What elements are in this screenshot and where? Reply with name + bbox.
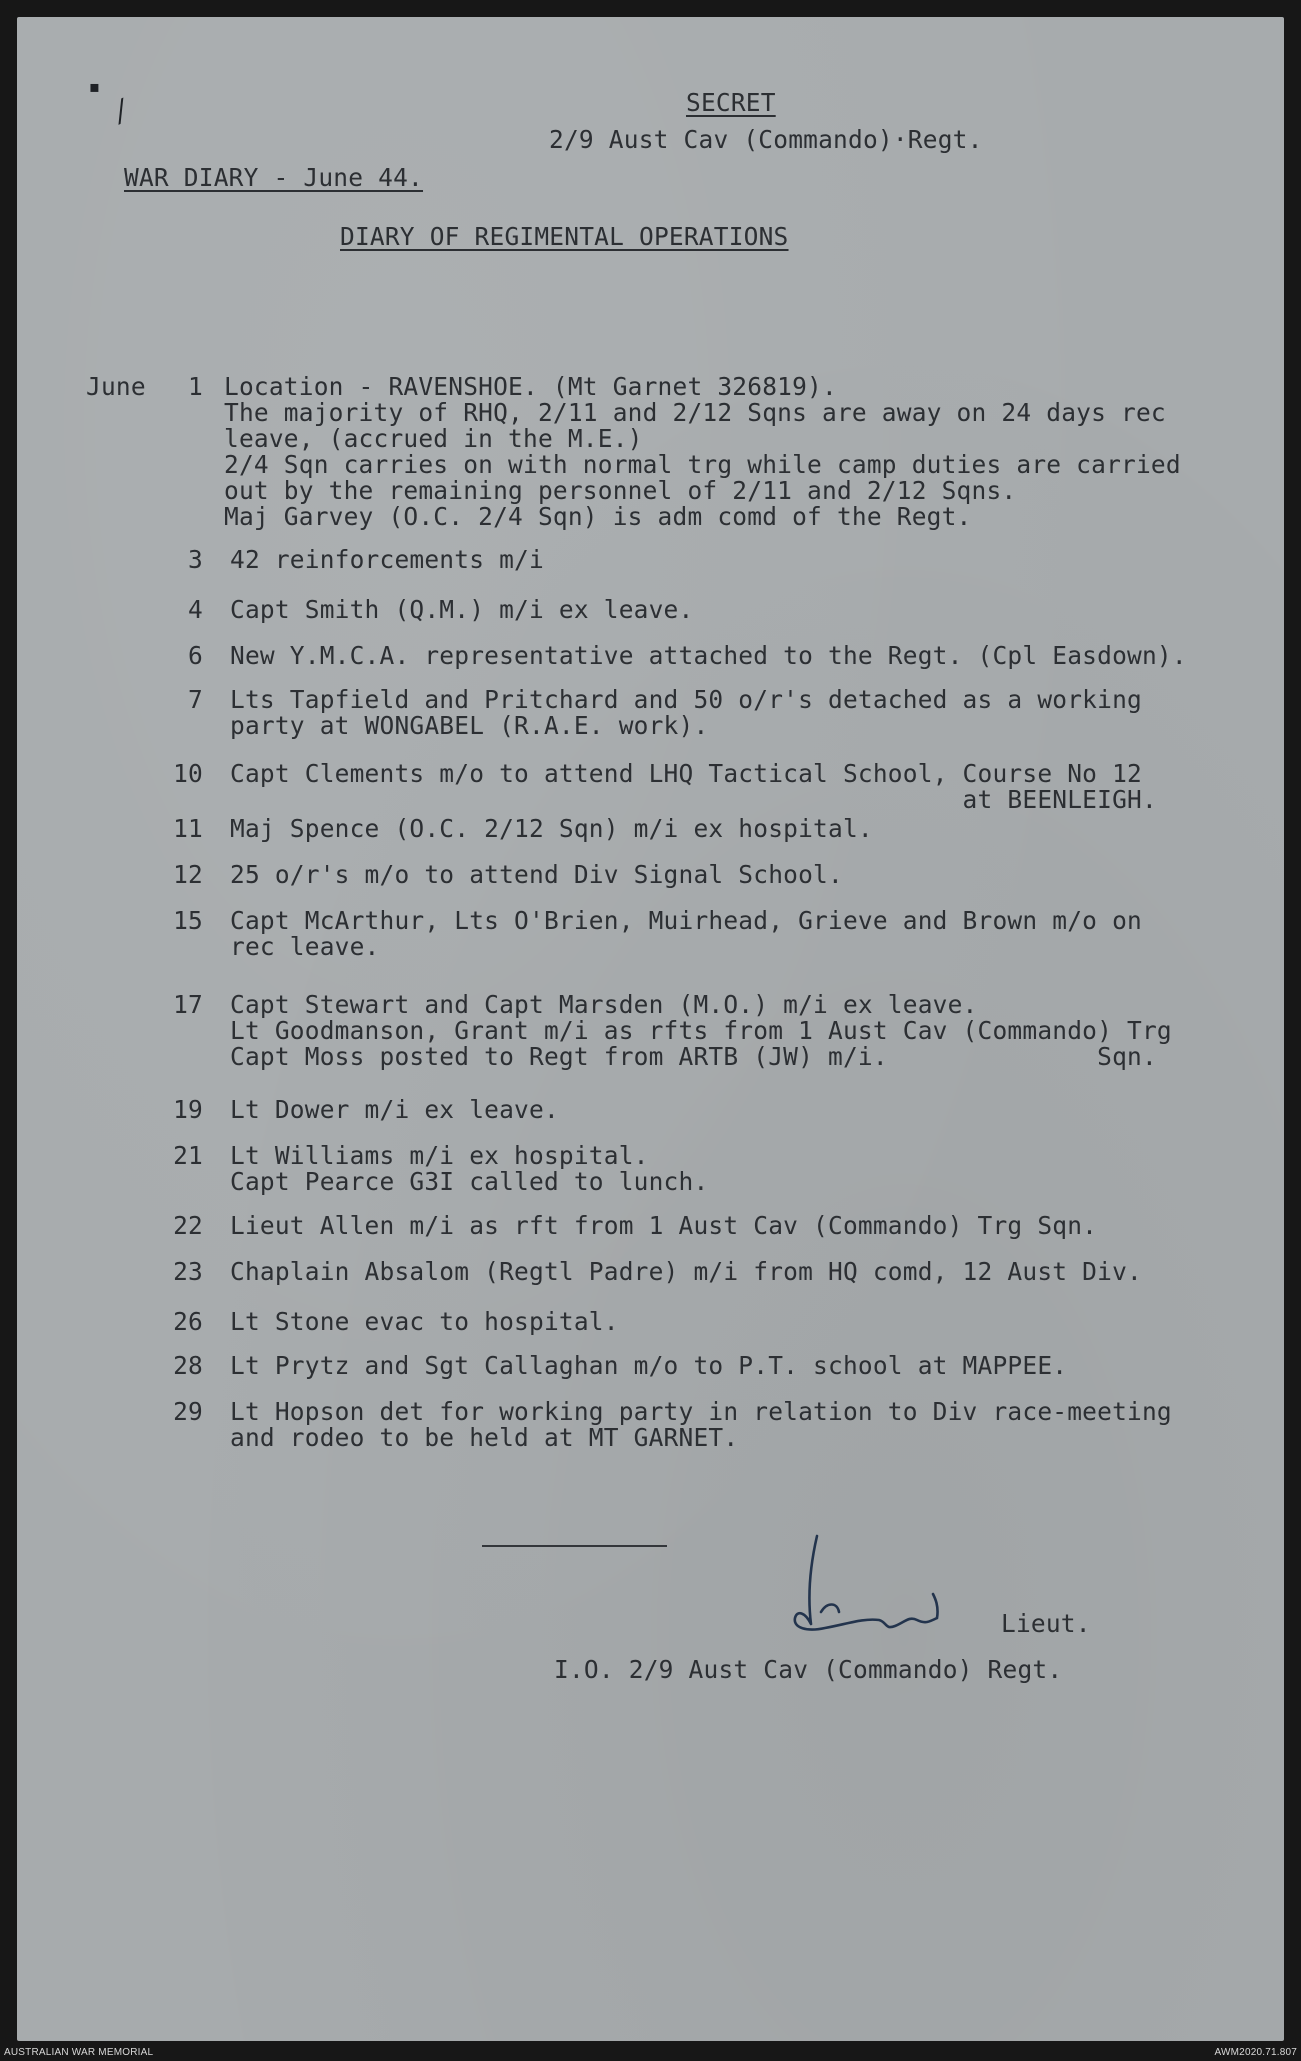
stray-mark-dot: ▪: [89, 77, 100, 96]
entry-line: Lt Goodmanson, Grant m/i as rfts from 1 Aust Cav (Commando) Trg: [230, 1016, 1172, 1045]
entry-text: [230, 1309, 619, 1335]
entry-line: Capt Clements m/o to attend LHQ Tactical School, Course No 12: [230, 759, 1142, 788]
stray-mark-tick: ⁄: [111, 95, 132, 130]
entry-line: Lieut Allen m/i as rft from 1 Aust Cav (Commando) Trg Sqn.: [230, 1211, 1098, 1240]
entry-day: 23: [173, 1257, 203, 1286]
entry-line: Location - RAVENSHOE. (Mt Garnet 326819).: [224, 372, 837, 401]
entry-day: 21: [173, 1141, 203, 1170]
entry-line: Lt Prytz and Sgt Callaghan m/o to P.T. school at MAPPEE.: [230, 1351, 1068, 1380]
archive-footer-right: AWM2020.71.807: [1214, 2047, 1297, 2058]
entry-text: [230, 547, 544, 573]
entry-line: 42 reinforcements m/i: [230, 545, 544, 574]
entry-line: Chaplain Absalom (Regtl Padre) m/i from HQ comd, 12 Aust Div.: [230, 1257, 1142, 1286]
entry-day: 28: [173, 1351, 203, 1380]
entry-text: [230, 1259, 1142, 1285]
entry-line: Maj Garvey (O.C. 2/4 Sqn) is adm comd of the Regt.: [224, 502, 972, 531]
entry-day: 11: [173, 814, 203, 843]
entry-text: [230, 1353, 1067, 1379]
entry-text: [230, 643, 1187, 669]
entry-line: New Y.M.C.A. representative attached to the Regt. (Cpl Easdown).: [230, 641, 1187, 670]
entry-day: 17: [173, 990, 203, 1019]
entry-day: 1: [188, 372, 203, 401]
entry-text: [230, 816, 873, 842]
entry-text: [230, 992, 1172, 1070]
entry-day: 3: [188, 545, 203, 574]
entry-day: 19: [173, 1095, 203, 1124]
document-page: [17, 17, 1284, 2041]
entry-text: [230, 862, 843, 888]
entry-text: [230, 1213, 1097, 1239]
entry-line: 25 o/r's m/o to attend Div Signal School.: [230, 860, 843, 889]
entry-text: [230, 1097, 559, 1123]
entry-day: 26: [173, 1307, 203, 1336]
entry-text: [230, 597, 693, 623]
entry-day: 12: [173, 860, 203, 889]
entry-text: [230, 908, 1142, 960]
entry-line: leave, (accrued in the M.E.): [224, 424, 643, 453]
entry-line: and rodeo to be held at MT GARNET.: [230, 1423, 739, 1452]
entry-month: June: [86, 372, 146, 401]
entry-line: Capt Stewart and Capt Marsden (M.O.) m/i ex leave.: [230, 990, 978, 1019]
entry-day: 7: [188, 685, 203, 714]
entry-text: [230, 1399, 1172, 1451]
entry-day: 29: [173, 1397, 203, 1426]
entry-line: Maj Spence (O.C. 2/12 Sqn) m/i ex hospital.: [230, 814, 873, 843]
handwritten-signature: [767, 1532, 967, 1642]
diary-title: WAR DIARY - June 44.: [124, 163, 424, 192]
entry-line: Capt McArthur, Lts O'Brien, Muirhead, Grieve and Brown m/o on: [230, 906, 1142, 935]
entry-day: 4: [188, 595, 203, 624]
entry-line: 2/4 Sqn carries on with normal trg while camp duties are carried: [224, 450, 1181, 479]
entry-line: at BEENLEIGH.: [230, 785, 1157, 814]
entry-line: rec leave.: [230, 932, 380, 961]
entry-day: 10: [173, 759, 203, 788]
entry-line: Lt Hopson det for working party in relation to Div race-meeting: [230, 1397, 1172, 1426]
archive-footer-left: AUSTRALIAN WAR MEMORIAL: [4, 2047, 154, 2058]
entry-line: Lt Dower m/i ex leave.: [230, 1095, 559, 1124]
entry-line: Capt Pearce G3I called to lunch.: [230, 1167, 709, 1196]
entry-line: Lt Williams m/i ex hospital.: [230, 1141, 649, 1170]
entry-line: Lts Tapfield and Pritchard and 50 o/r's detached as a working: [230, 685, 1142, 714]
section-title: DIARY OF REGIMENTAL OPERATIONS: [340, 222, 789, 251]
entry-line: The majority of RHQ, 2/11 and 2/12 Sqns are away on 24 days rec: [224, 398, 1166, 427]
entry-text: [224, 374, 1181, 530]
entry-day: 6: [188, 641, 203, 670]
entry-line: out by the remaining personnel of 2/11 and 2/12 Sqns.: [224, 476, 1017, 505]
entry-text: [230, 687, 1142, 739]
signature-rank: Lieut.: [1001, 1609, 1091, 1638]
entry-line: party at WONGABEL (R.A.E. work).: [230, 711, 709, 740]
signature-divider: [482, 1545, 667, 1547]
entry-line: Capt Smith (Q.M.) m/i ex leave.: [230, 595, 694, 624]
unit-heading: 2/9 Aust Cav (Commando)·Regt.: [549, 125, 983, 154]
entry-text: [230, 1143, 708, 1195]
signature-appointment: I.O. 2/9 Aust Cav (Commando) Regt.: [554, 1655, 1063, 1684]
entry-day: 22: [173, 1211, 203, 1240]
entry-line: Lt Stone evac to hospital.: [230, 1307, 619, 1336]
entry-day: 15: [173, 906, 203, 935]
classification-heading: SECRET: [686, 88, 776, 117]
entry-line: Capt Moss posted to Regt from ARTB (JW) m/i. Sqn.: [230, 1042, 1157, 1071]
entry-text: [230, 761, 1157, 813]
